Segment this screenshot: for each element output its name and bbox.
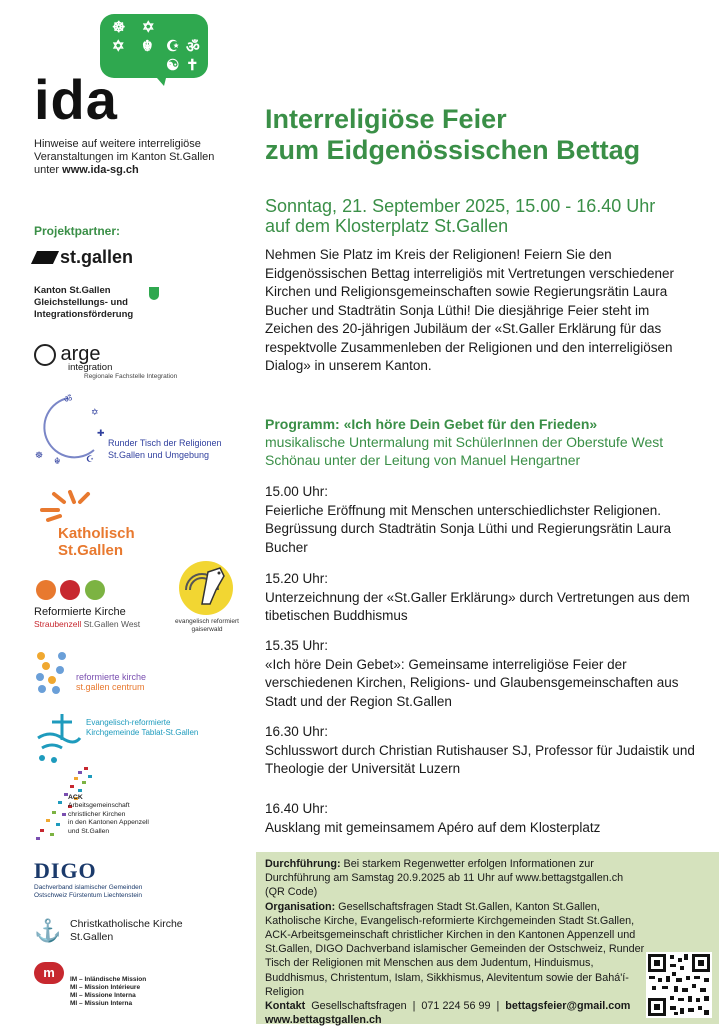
footer-organisation: Organisation: Gesellschaftsfragen Stadt St.Gallen, Kanton St.Gallen, Katholische Kirche, Evangelisch-reformierte Kirchgemeinden Stadt St.Gallen, ACK-Arbeitsgemeinschaft christlicher Kirchen in den Kantonen Appenzell und St.Gallen, DIGO Dachverband islamischer Gemeinden der Ostschweiz, Runder Tisch der Religionen mit Menschen aus dem Judentum, Hinduismus, Buddhismus, Christentum, Islam, Sikkhismus, Alevitentum sowie der Bahá'í-Religion <box>265 900 645 998</box>
schedule-time: 15.00 Uhr: <box>265 484 329 499</box>
logo-stadt-stgallen: st.gallen <box>34 247 133 268</box>
ida-info-line: Hinweise auf weitere interreligiöse <box>34 138 201 150</box>
bubble-tail <box>150 70 168 86</box>
schedule-item <box>265 483 700 557</box>
stgallen-stripes-icon <box>31 251 59 264</box>
khanda-icon: ☬ <box>142 38 153 55</box>
footer-kontakt: Kontakt Gesellschaftsfragen | 071 224 56 99 | bettagsfeier@gmail.com <box>265 1000 631 1013</box>
svg-text:✚: ✚ <box>97 428 104 438</box>
svg-text:☸: ☸ <box>35 450 44 460</box>
schedule-time: 16.40 Uhr: <box>265 801 329 816</box>
svg-text:☪: ☪ <box>86 454 95 464</box>
schedule-text: Ausklang mit gemeinsamem Apéro auf dem Klosterplatz <box>265 819 601 835</box>
kanton-shield-icon <box>149 287 159 300</box>
ida-url-link[interactable]: www.ida-sg.ch <box>62 164 139 176</box>
logo-tablat: Evangelisch-reformierte Kirchgemeinde Tablat-St.Gallen <box>86 718 199 737</box>
logo-kanton-stgallen: Kanton St.Gallen Gleichstellungs- und Integrationsförderung <box>34 285 134 320</box>
event-date: Sonntag, 21. September 2025, 15.00 - 16.40 Uhr auf dem Klosterplatz St.Gallen <box>265 196 656 236</box>
dharma-wheel-icon: ☸ <box>112 19 126 36</box>
qr-code[interactable] <box>646 952 712 1018</box>
footer-durchfuehrung: Durchführung: Bei starkem Regenwetter erfolgen Informationen zur Durchführung am Samstag 20.9.2025 ab 11 Uhr auf www.bettagstgallen.ch (QR Code) <box>265 858 624 899</box>
katholisch-rays-icon <box>34 488 102 524</box>
schedule-item <box>265 723 700 779</box>
svg-text:☬: ☬ <box>54 456 61 466</box>
logo-digo: DIGO <box>34 858 97 883</box>
svg-text:ॐ: ॐ <box>64 394 73 404</box>
logo-digo-text: Dachverband islamischer Gemeinden Ostschweiz Fürstentum Liechtenstein <box>34 884 143 899</box>
event-title: Interreligiöse Feier zum Eidgenössischen Bettag <box>265 104 641 165</box>
schedule-time: 15.20 Uhr: <box>265 571 329 586</box>
partners-title: Projektpartner: <box>34 224 121 238</box>
svg-text:✡: ✡ <box>91 407 99 417</box>
logo-gaiserwald: evangelisch reformiert gaiserwald <box>175 618 239 633</box>
logo-arge-integration: arge integration Regionale Fachstelle Integration <box>34 343 177 380</box>
schedule-item <box>265 570 700 626</box>
qr-code-graphic <box>646 952 712 1018</box>
star-of-david-icon: ✡ <box>112 38 125 55</box>
tablat-cross-icon <box>34 712 82 766</box>
logo-reformierte-centrum: reformierte kirche st.gallen centrum <box>76 672 147 692</box>
christkath-anchor-icon: ⚓ <box>34 918 62 943</box>
logo-runder-tisch: Runder Tisch der Religionen St.Gallen und Umgebung <box>108 438 222 460</box>
reformierte-circles-icon <box>36 580 105 605</box>
email-link[interactable]: bettagsfeier@gmail.com <box>505 1000 631 1013</box>
program-title: Programm: «Ich höre Dein Gebet für den Frieden» <box>265 416 598 432</box>
logo-christkatholisch: Christkatholische Kirche St.Gallen <box>70 918 183 943</box>
om-icon: ॐ <box>186 39 200 56</box>
schedule-item <box>265 800 700 837</box>
schedule-time: 15.35 Uhr: <box>265 638 329 653</box>
star-icon: ✡ <box>142 19 155 36</box>
logo-reformierte-straubenzell: Reformierte Kirche Straubenzell St.Gallen West <box>34 606 141 629</box>
event-intro: Nehmen Sie Platz im Kreis der Religionen! Feiern Sie den Eidgenössischen Bettag interreligiös mit Vertretungen verschiedener Kirchen und Religionsgemeinschaften sowie Regierungsrätin Laura Bucher und Stadträtin Sonja Lüthi! Die diesjährige Feier steht im Zeichen des 20-jährigen Jubiläum der «St.Galler Erklärung für das respektvolle Zusammenleben der Religionen und den interreligiösen Dialog» in unserem Kanton. <box>265 247 674 373</box>
website-link[interactable]: www.bettagstgallen.ch <box>265 1014 382 1027</box>
crescent-icon: ☪ <box>166 38 180 55</box>
schedule-text: Unterzeichnung der «St.Galler Erklärung» durch Vertretungen aus dem tibetischen Buddhismus <box>265 589 690 623</box>
logo-inlaendische-mission: IM – Inländische Mission MI – Mission Intérieure MI – Missione Interna MI – Missiun Interna <box>70 976 147 1007</box>
footer-website <box>265 1013 645 1027</box>
logo-katholisch: Katholisch St.Gallen <box>58 525 135 559</box>
logo-ack: ACK Arbeitsgemeinschaft christlicher Kirchen in den Kantonen Appenzell und St.Gallen <box>68 794 149 835</box>
ida-info-line: unter www.ida-sg.ch <box>34 164 139 176</box>
schedule-text: Feierliche Eröffnung mit Menschen unterschiedlichster Religionen. Begrüssung durch Stadträtin Sonja Lüthi und Regierungsrätin Laura Bucher <box>265 502 672 555</box>
ida-info-line: Veranstaltungen im Kanton St.Gallen <box>34 151 215 163</box>
cross-icon: ✝ <box>186 57 199 74</box>
yin-yang-icon: ☯ <box>166 57 180 74</box>
centrum-dots-icon <box>34 650 70 694</box>
schedule-item <box>265 637 700 711</box>
rooster-icon <box>172 560 238 616</box>
schedule-text: «Ich höre Dein Gebet»: Gemeinsame interreligiöse Feier der verschiedenen Kirchen, Religions- und Glaubensgemeinschaften aus Stadt und der Region St.Gallen <box>265 656 679 709</box>
program-subtitle: musikalische Untermalung mit SchülerInnen der Oberstufe West Schönau unter der Leitung von Manuel Hengartner <box>265 434 664 468</box>
ida-logo-word: ida <box>34 68 118 131</box>
footer-info <box>265 857 645 1027</box>
schedule-time: 16.30 Uhr: <box>265 724 329 739</box>
schedule-text: Schlusswort durch Christian Rutishauser SJ, Professor für Judaistik und Theologie der Universität Luzern <box>265 742 695 776</box>
ida-info <box>34 138 234 177</box>
runder-tisch-circle-icon <box>34 392 104 466</box>
arge-ring-icon <box>34 344 56 366</box>
im-logo-icon: m <box>34 962 64 984</box>
